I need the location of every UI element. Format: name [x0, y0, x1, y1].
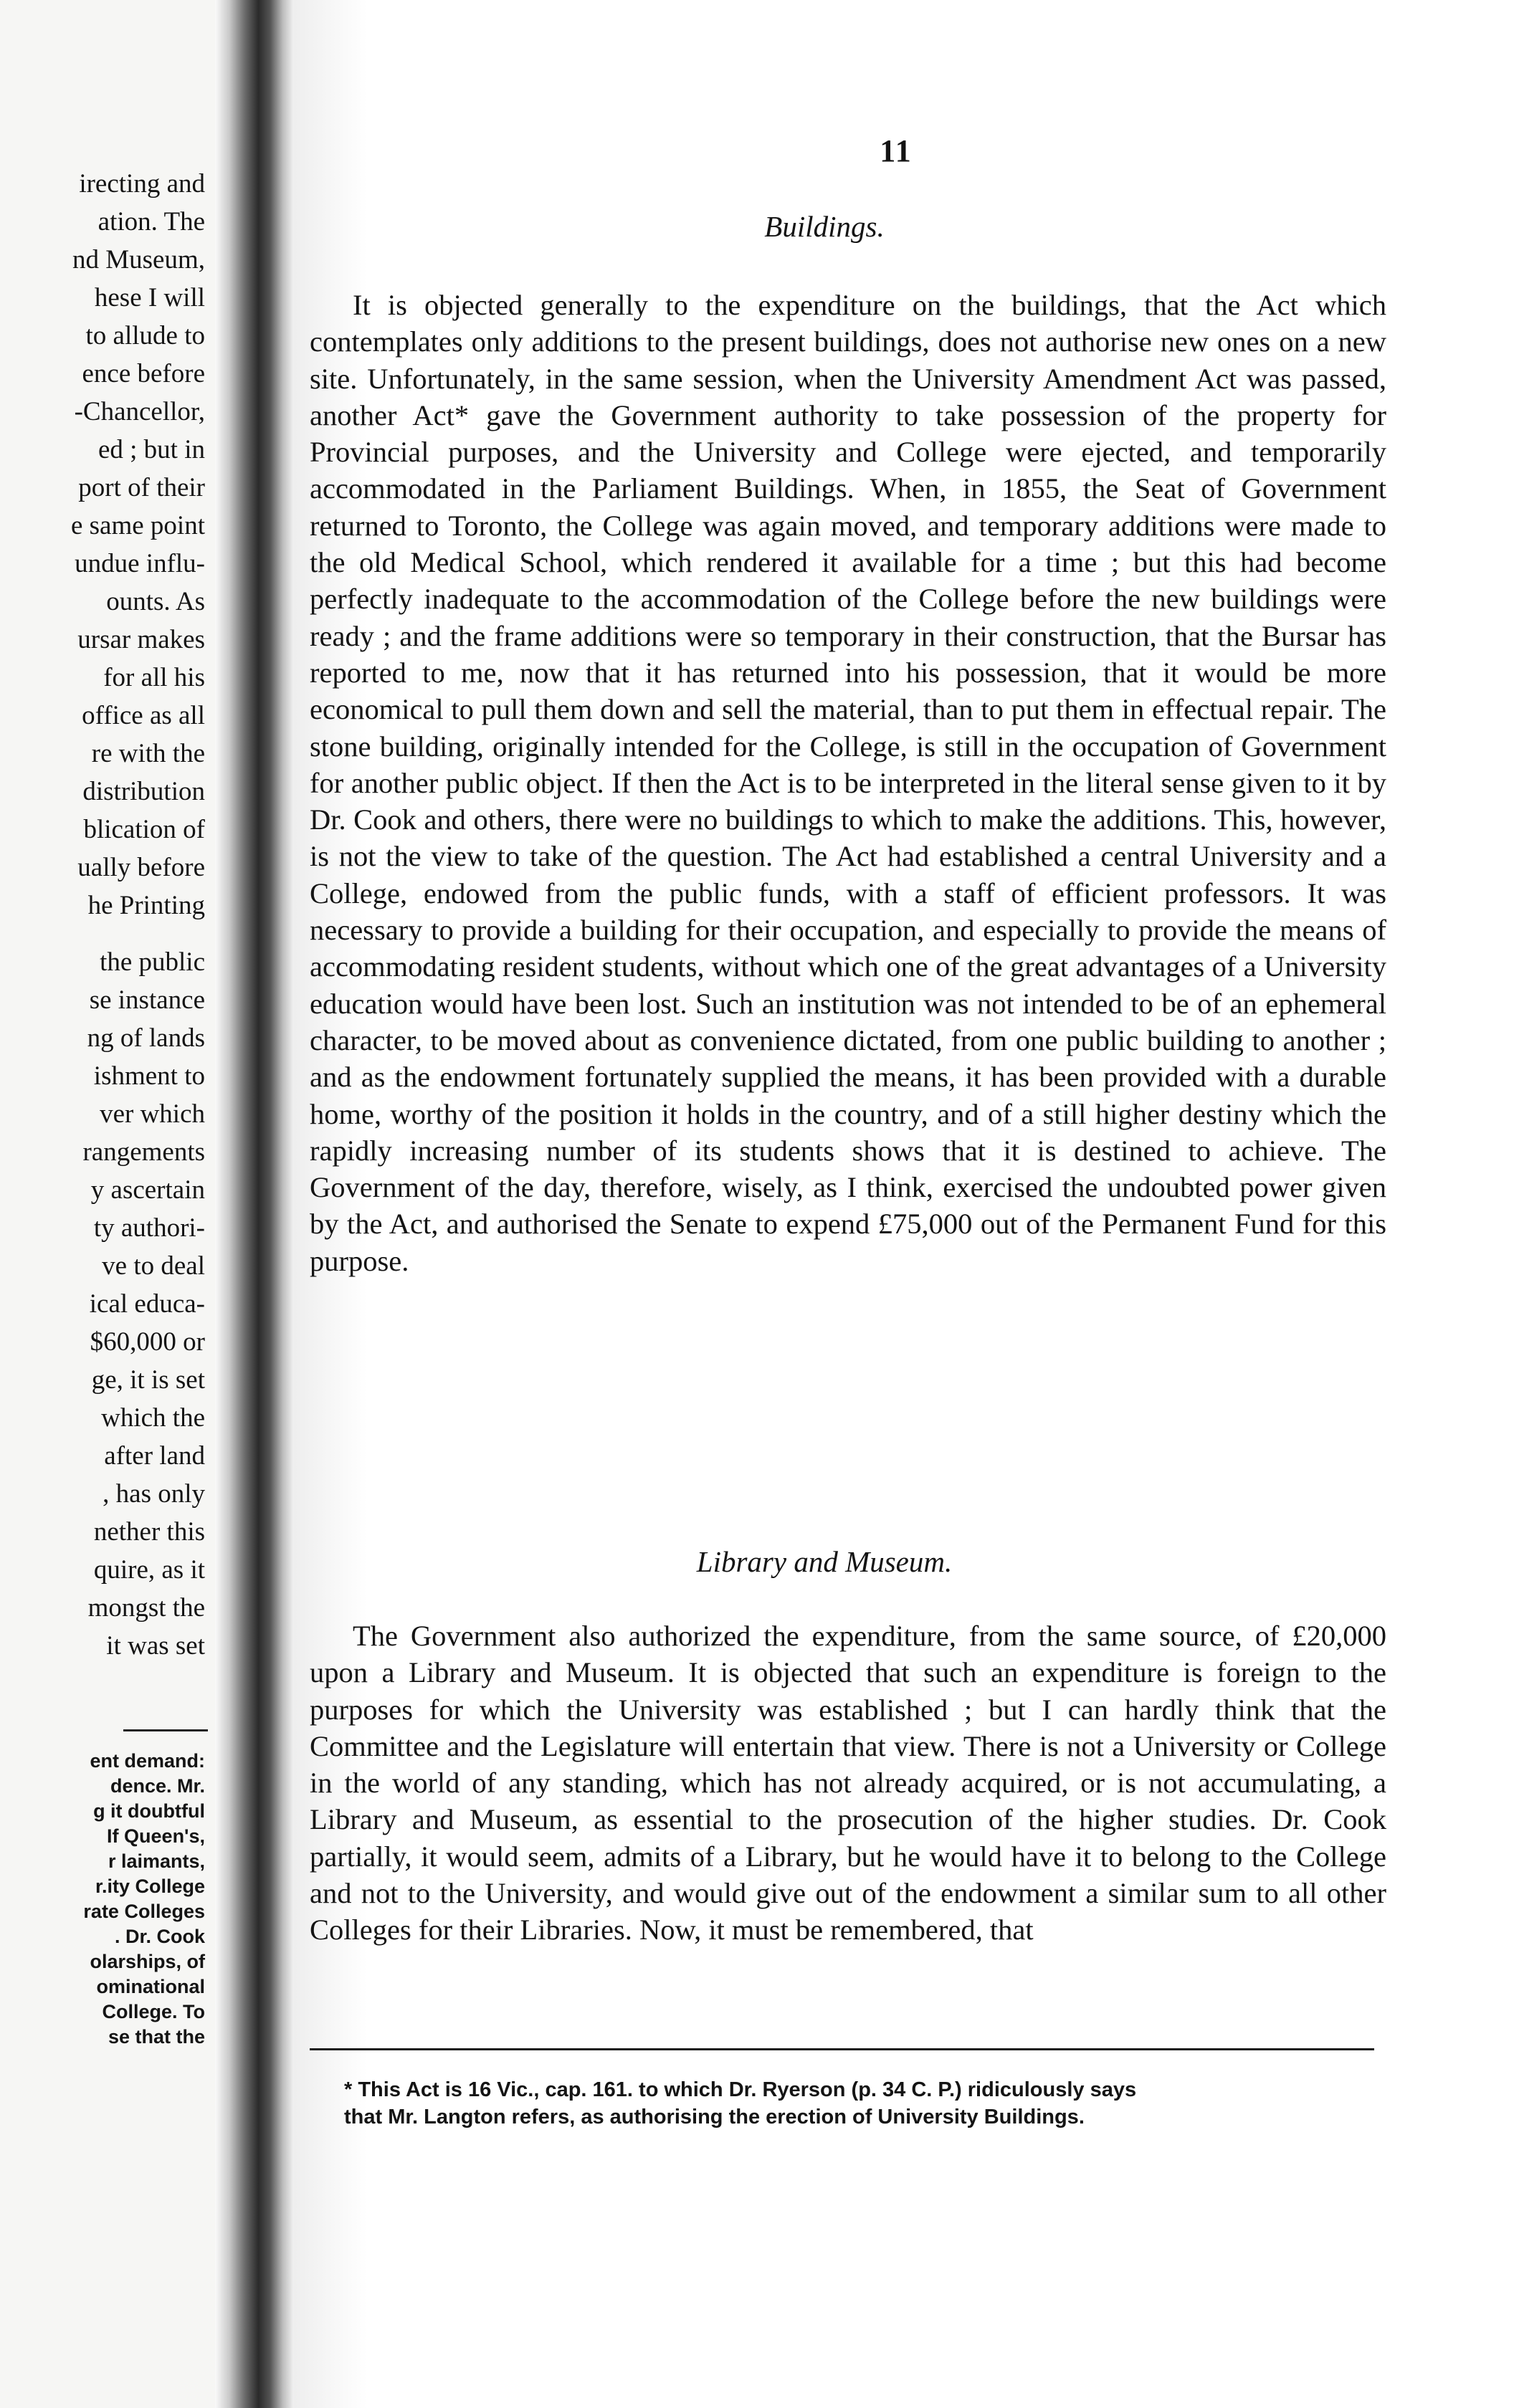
facing-page-footnotes	[0, 1749, 205, 2050]
facing-page-line: College. To	[102, 2001, 205, 2022]
section-heading-buildings: Buildings.	[764, 210, 885, 243]
facing-page-line: the public	[100, 947, 205, 977]
facing-page-line: ence before	[82, 359, 205, 388]
facing-page-line: ty authori-	[93, 1213, 205, 1243]
footnote-rule	[310, 2048, 1374, 2050]
facing-page-line: olarships, of	[90, 1951, 205, 1972]
facing-page-line: rangements	[82, 1137, 205, 1167]
facing-page-line: nether this	[93, 1517, 205, 1547]
facing-page-line: ng of lands	[87, 1023, 205, 1053]
facing-page-line: quire, as it	[93, 1555, 205, 1585]
facing-page-fragment	[0, 0, 215, 2408]
facing-page-line: for all his	[103, 663, 205, 692]
facing-page-line: r laimants,	[108, 1850, 205, 1872]
facing-page-line: irecting and	[79, 169, 205, 199]
facing-page-line: r.ity College	[95, 1876, 205, 1897]
facing-page-line: ually before	[77, 853, 205, 882]
facing-page-line: rate Colleges	[83, 1901, 205, 1922]
facing-page-line: after land	[104, 1441, 205, 1471]
facing-page-line: nd Museum,	[72, 245, 205, 274]
facing-page-line: ounts. As	[106, 587, 205, 616]
facing-page-line: it was set	[106, 1631, 205, 1661]
facing-page-line: ical educa-	[89, 1289, 205, 1319]
facing-page-line: port of their	[78, 473, 205, 502]
library-museum-paragraph	[310, 1618, 1386, 1949]
facing-page-lines-top	[0, 165, 205, 924]
facing-page-line: ursar makes	[77, 625, 205, 654]
facing-page-line: mongst the	[87, 1593, 205, 1623]
facing-page-line: ver which	[100, 1099, 205, 1129]
facing-page-line: dence. Mr.	[110, 1775, 205, 1797]
facing-page-lines-bottom	[0, 943, 205, 1665]
book-gutter	[215, 0, 294, 2408]
facing-page-line: y ascertain	[90, 1175, 205, 1205]
facing-page-line: ent demand:	[90, 1750, 205, 1772]
page-number: 11	[880, 133, 913, 168]
main-page	[294, 0, 1514, 2408]
facing-page-line: ation. The	[97, 207, 205, 236]
facing-page-line: ishment to	[93, 1061, 205, 1091]
facing-page-line: se that the	[108, 2026, 205, 2048]
facing-page-line: undue influ-	[75, 549, 205, 578]
facing-page-line: . Dr. Cook	[114, 1926, 205, 1947]
facing-page-line: ominational	[96, 1976, 205, 1997]
section-heading-library-museum: Library and Museum.	[696, 1545, 953, 1578]
facing-page-line: -Chancellor,	[74, 397, 205, 426]
facing-page-line: hese I will	[94, 283, 205, 312]
facing-page-line: If Queen's,	[107, 1825, 205, 1847]
facing-page-line: which the	[101, 1403, 205, 1433]
facing-page-text	[0, 165, 205, 1665]
buildings-paragraph	[310, 287, 1386, 1279]
facing-page-line: ed ; but in	[97, 435, 205, 464]
facing-page-line: distribution	[82, 777, 205, 806]
footnote-line: * This Act is 16 Vic., cap. 161. to which Dr. Ryerson (p. 34 C. P.) ridiculously says	[344, 2078, 1137, 2101]
footnote	[344, 2076, 1398, 2131]
facing-page-line: , has only	[103, 1479, 205, 1509]
paragraph-text: It is objected generally to the expenditure on the buildings, that the Act which contemplates only additions to the present buildings, does not authorise new ones on a new site. Unfortunately, in the same session, when the University Amendment Act was passed, another Act* gave the Government authority to take possession of the property for Provincial purposes, and the University and College were ejected, and temporarily accommodated in the Parliament Buildings. When, in 1855, the Seat of Government returned to Toronto, the College was again moved, and temporary additions were made to the old Medical School, which rendered it available for a time ; but this had become perfectly inadequate to the accommodation of the College before the new buildings were ready ; and the frame additions were so temporary in their construction, that the Bursar has reported to me, now that it has returned into his possession, that it would be more economical to pull them down and sell the material, than to put them in effectual repair. The stone building, originally intended for the College, is still in the occupation of Government for another public object. If then the Act is to be interpreted in the literal sense given to it by Dr. Cook and others, there were no buildings to which to make the additions. This, however, is not the view to take of the question. The Act had established a central University and a College, endowed from the public funds, with a staff of efficient professors. It was necessary to provide a building for their occupation, and especially to provide the means of accommodating resident students, without which one of the great advantages of a University education would have been lost. Such an institution was not intended to be of an ephemeral character, to be moved about as convenience dictated, from one public building to another ; and as the endowment fortunately supplied the means, it has been provided with a durable home, worthy of the position it holds in the country, and of a still higher destiny which the rapidly increasing number of its students shows that it is destined to achieve. The Government of the day, therefore, wisely, as I think, exercised the undoubted power given by the Act, and authorised the Senate to expend £75,000 out of the Permanent Fund for this purpose.	[310, 289, 1386, 1277]
facing-page-line: se instance	[89, 985, 205, 1015]
facing-page-line: blication of	[83, 815, 205, 844]
facing-page-line: to allude to	[85, 321, 205, 350]
facing-page-line: office as all	[82, 701, 205, 730]
footnote-line: that Mr. Langton refers, as authorising the erection of University Buildings.	[344, 2106, 1085, 2128]
facing-page-line: he Printing	[87, 891, 205, 920]
facing-page-line: $60,000 or	[90, 1327, 205, 1357]
facing-page-line: g it doubtful	[93, 1800, 205, 1822]
facing-page-line: ve to deal	[102, 1251, 205, 1281]
facing-page-footnote-rule	[123, 1729, 208, 1731]
facing-page-line: re with the	[91, 739, 205, 768]
paragraph-text: The Government also authorized the expenditure, from the same source, of £20,000 upon a Library and Museum. It is objected that such an expenditure is foreign to the purposes for which the University was established ; but I can hardly think that the Committee and the Legislature will entertain that view. There is not a University or College in the world of any standing, which has not already acquired, or is not accumulating, a Library and Museum, as essential to the prosecution of the higher studies. Dr. Cook partially, it would seem, admits of a Library, but he would have it to belong to the College and not to the University, and would give out of the endowment a similar sum to all other Colleges for their Libraries. Now, it must be remembered, that	[310, 1620, 1386, 1946]
facing-page-line: e same point	[70, 511, 205, 540]
facing-page-line: ge, it is set	[91, 1365, 205, 1395]
